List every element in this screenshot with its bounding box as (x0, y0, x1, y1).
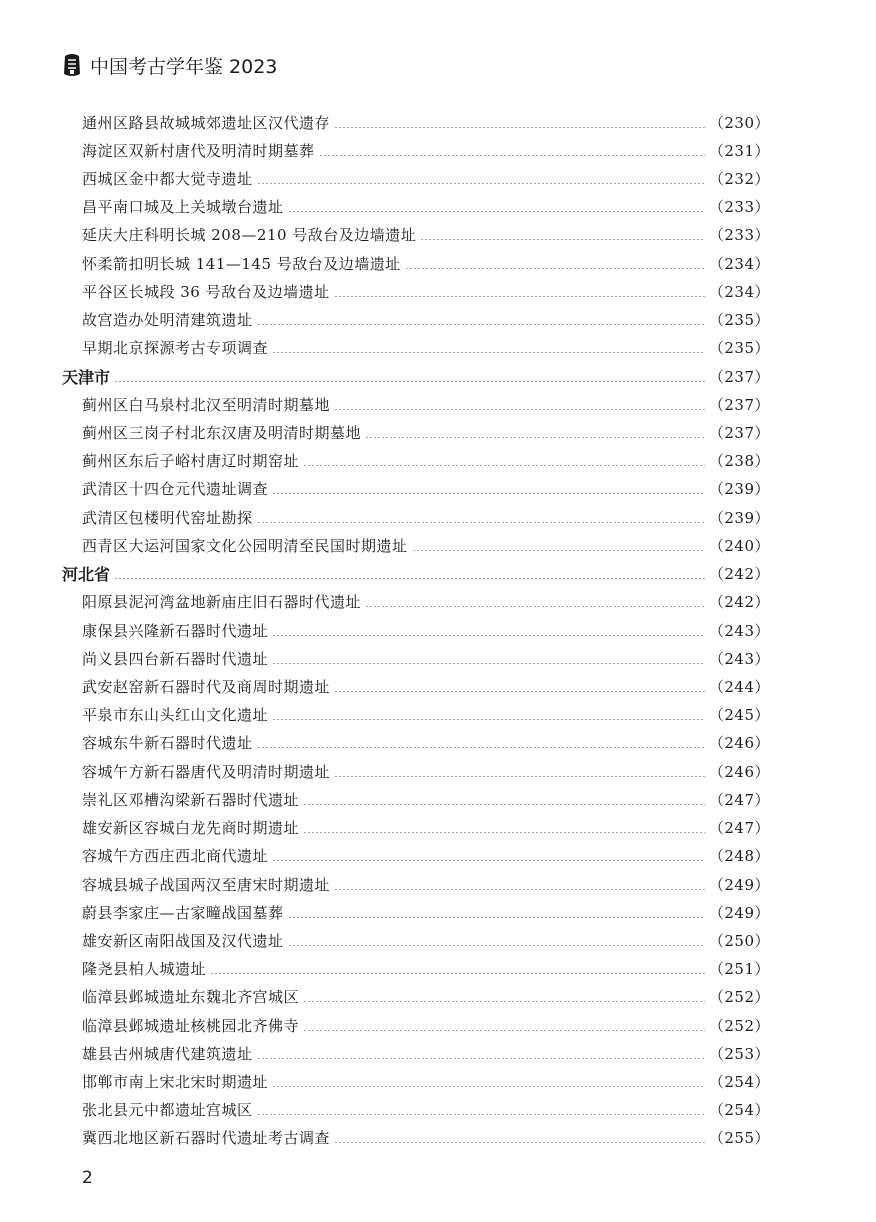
toc-entry-title: 武清区包楼明代窑址勘探 (82, 508, 253, 527)
toc-page-number: （246） (708, 734, 770, 753)
toc-page-number: （237） (708, 395, 770, 414)
toc-page-number: （255） (708, 1129, 770, 1148)
toc-page-number: （238） (708, 452, 770, 471)
toc-page-number: （247） (708, 819, 770, 838)
toc-entry-row[interactable] (62, 306, 770, 334)
toc-page-number: （230） (708, 113, 770, 132)
book-title: 中国考古学年鉴 2023 (90, 55, 278, 78)
dot-leader (272, 719, 705, 720)
dot-leader (288, 211, 705, 212)
toc-entry-title: 蓟州区白马泉村北汉至明清时期墓地 (82, 395, 331, 414)
dot-leader (319, 155, 705, 156)
toc-entry-row[interactable] (62, 1011, 770, 1039)
toc-entry-title: 平泉市东山头红山文化遗址 (82, 706, 269, 725)
toc-entry-title: 昌平南口城及上关城墩台遗址 (82, 198, 284, 217)
toc-entry-title: 故宫造办处明清建筑遗址 (82, 311, 253, 330)
toc-section-row[interactable] (62, 362, 770, 390)
dot-leader (334, 1142, 705, 1143)
toc-entry-row[interactable] (62, 418, 770, 446)
dot-leader (412, 550, 705, 551)
toc-entry-row[interactable] (62, 108, 770, 136)
toc-page-number: （234） (708, 254, 770, 273)
toc-section-row[interactable] (62, 560, 770, 588)
toc-entry-title: 雄县古州城唐代建筑遗址 (82, 1044, 253, 1063)
toc-page-number: （251） (708, 960, 770, 979)
toc-page-number: （252） (708, 1016, 770, 1035)
toc-entry-title: 蔚县李家庄—古家疃战国墓葬 (82, 903, 284, 922)
dot-leader (420, 239, 705, 240)
toc-entry-title: 蓟州区东后子峪村唐辽时期窑址 (82, 452, 300, 471)
toc-entry-title: 临漳县邺城遗址东魏北齐宫城区 (82, 988, 300, 1007)
dot-leader (334, 691, 705, 692)
dot-leader (272, 663, 705, 664)
toc-entry-title: 早期北京探源考古专项调查 (82, 339, 269, 358)
toc-entry-title: 海淀区双新村唐代及明清时期墓葬 (82, 141, 315, 160)
toc-page-number: （254） (708, 1101, 770, 1120)
toc-entry-title: 崇礼区邓槽沟梁新石器时代遗址 (82, 790, 300, 809)
dot-leader (288, 945, 705, 946)
dot-leader (303, 1001, 705, 1002)
toc-entry-title: 蓟州区三岗子村北东汉唐及明清时期墓地 (82, 424, 362, 443)
dot-leader (334, 889, 705, 890)
toc-entry-row[interactable] (62, 842, 770, 870)
toc-page-number: （253） (708, 1044, 770, 1063)
dot-leader (303, 804, 705, 805)
dot-leader (272, 1086, 705, 1087)
toc-entry-title: 张北县元中都遗址宫城区 (82, 1101, 253, 1120)
dot-leader (257, 324, 705, 325)
toc-entry-row[interactable] (62, 447, 770, 475)
book-seal-icon (62, 52, 82, 78)
toc-entry-title: 雄安新区容城白龙先商时期遗址 (82, 819, 300, 838)
dot-leader (303, 832, 705, 833)
toc-entry-title: 临漳县邺城遗址核桃园北齐佛寺 (82, 1016, 300, 1035)
dot-leader (210, 973, 705, 974)
toc-page-number: （242） (708, 565, 770, 584)
toc-entry-row[interactable] (62, 1096, 770, 1124)
toc-page-number: （248） (708, 847, 770, 866)
toc-entry-row[interactable] (62, 1124, 770, 1152)
toc-page-number: （247） (708, 790, 770, 809)
toc-page-number: （243） (708, 649, 770, 668)
dot-leader (334, 409, 705, 410)
toc-entry-row[interactable] (62, 983, 770, 1011)
toc-entry-title: 西城区金中都大觉寺遗址 (82, 170, 253, 189)
dot-leader (272, 493, 705, 494)
toc-page-number: （254） (708, 1073, 770, 1092)
dot-leader (257, 522, 705, 523)
toc-entry-title: 容城午方西庄西北商代遗址 (82, 847, 269, 866)
dot-leader (334, 776, 705, 777)
page-header (62, 50, 277, 80)
toc-entry-row[interactable] (62, 503, 770, 531)
toc-page-number: （249） (708, 875, 770, 894)
toc-page-number: （245） (708, 706, 770, 725)
toc-entry-row[interactable] (62, 334, 770, 362)
dot-leader (272, 352, 705, 353)
toc-entry-title: 通州区路县故城城郊遗址区汉代遗存 (82, 113, 331, 132)
toc-entry-row[interactable] (62, 870, 770, 898)
toc-entry-title: 雄安新区南阳战国及汉代遗址 (82, 931, 284, 950)
dot-leader (257, 183, 705, 184)
toc-entry-row[interactable] (62, 616, 770, 644)
toc-entry-row[interactable] (62, 672, 770, 700)
dot-leader (114, 578, 705, 579)
dot-leader (303, 1030, 705, 1031)
toc-page-number: （239） (708, 480, 770, 499)
toc-page-number: （243） (708, 621, 770, 640)
toc-entry-row[interactable] (62, 193, 770, 221)
toc-entry-row[interactable] (62, 221, 770, 249)
dot-leader (257, 747, 705, 748)
toc-page-number: （242） (708, 593, 770, 612)
dot-leader (257, 1114, 705, 1115)
toc-entry-row[interactable] (62, 729, 770, 757)
toc-entry-title: 西青区大运河国家文化公园明清至民国时期遗址 (82, 536, 408, 555)
toc-entry-row[interactable] (62, 1039, 770, 1067)
toc-entry-title: 容城县城子战国两汉至唐宋时期遗址 (82, 875, 331, 894)
dot-leader (405, 268, 705, 269)
toc-page-number: （233） (708, 198, 770, 217)
toc-page-number: （233） (708, 226, 770, 245)
toc-entry-row[interactable] (62, 644, 770, 672)
dot-leader (257, 1058, 705, 1059)
toc-entry-row[interactable] (62, 955, 770, 983)
toc-entry-row[interactable] (62, 390, 770, 418)
toc-page-number: （232） (708, 170, 770, 189)
dot-leader (365, 606, 705, 607)
toc-page-number: （246） (708, 762, 770, 781)
toc-entry-title: 尚义县四台新石器时代遗址 (82, 649, 269, 668)
toc-entry-title: 阳原县泥河湾盆地新庙庄旧石器时代遗址 (82, 593, 362, 612)
toc-entry-title: 平谷区长城段 36 号敌台及边墙遗址 (82, 282, 330, 301)
toc-entry-row[interactable] (62, 249, 770, 277)
toc-page-number: （249） (708, 903, 770, 922)
dot-leader (334, 127, 705, 128)
toc-entry-row[interactable] (62, 531, 770, 559)
toc-entry-row[interactable] (62, 277, 770, 305)
dot-leader (303, 465, 705, 466)
toc-entry-row[interactable] (62, 588, 770, 616)
dot-leader (272, 635, 705, 636)
toc-entry-row[interactable] (62, 164, 770, 192)
toc-page-number: （239） (708, 508, 770, 527)
dot-leader (114, 381, 705, 382)
toc-entry-title: 邯郸市南上宋北宋时期遗址 (82, 1073, 269, 1092)
toc-entry-row[interactable] (62, 813, 770, 841)
toc-page-number: （237） (708, 424, 770, 443)
toc-entry-row[interactable] (62, 136, 770, 164)
toc-entry-row[interactable] (62, 785, 770, 813)
toc-entry-row[interactable] (62, 475, 770, 503)
toc-page-number: （231） (708, 141, 770, 160)
toc-page-number: （250） (708, 931, 770, 950)
toc-page-number: （235） (708, 311, 770, 330)
toc-page-number: （244） (708, 677, 770, 696)
dot-leader (334, 296, 705, 297)
toc-entry-title: 延庆大庄科明长城 208—210 号敌台及边墙遗址 (82, 226, 417, 245)
toc-entry-title: 怀柔箭扣明长城 141—145 号敌台及边墙遗址 (82, 254, 401, 273)
dot-leader (272, 860, 705, 861)
toc-entry-row[interactable] (62, 926, 770, 954)
table-of-contents (62, 108, 770, 1152)
toc-entry-title: 康保县兴隆新石器时代遗址 (82, 621, 269, 640)
toc-page-number: （252） (708, 988, 770, 1007)
toc-entry-row[interactable] (62, 1067, 770, 1095)
toc-entry-title: 隆尧县柏人城遗址 (82, 960, 207, 979)
toc-page-number: （235） (708, 339, 770, 358)
page-number: 2 (82, 1168, 93, 1188)
toc-entry-row[interactable] (62, 701, 770, 729)
toc-entry-title: 武安赵窑新石器时代及商周时期遗址 (82, 677, 331, 696)
toc-page-number: （234） (708, 282, 770, 301)
dot-leader (288, 917, 705, 918)
toc-entry-title: 容城东牛新石器时代遗址 (82, 734, 253, 753)
toc-page-number: （240） (708, 536, 770, 555)
toc-entry-row[interactable] (62, 757, 770, 785)
toc-entry-row[interactable] (62, 898, 770, 926)
toc-section-title: 河北省 (62, 565, 111, 585)
toc-section-title: 天津市 (62, 367, 111, 387)
dot-leader (365, 437, 705, 438)
toc-entry-title: 冀西北地区新石器时代遗址考古调查 (82, 1129, 331, 1148)
toc-entry-title: 容城午方新石器唐代及明清时期遗址 (82, 762, 331, 781)
toc-entry-title: 武清区十四仓元代遗址调查 (82, 480, 269, 499)
toc-page-number: （237） (708, 367, 770, 386)
